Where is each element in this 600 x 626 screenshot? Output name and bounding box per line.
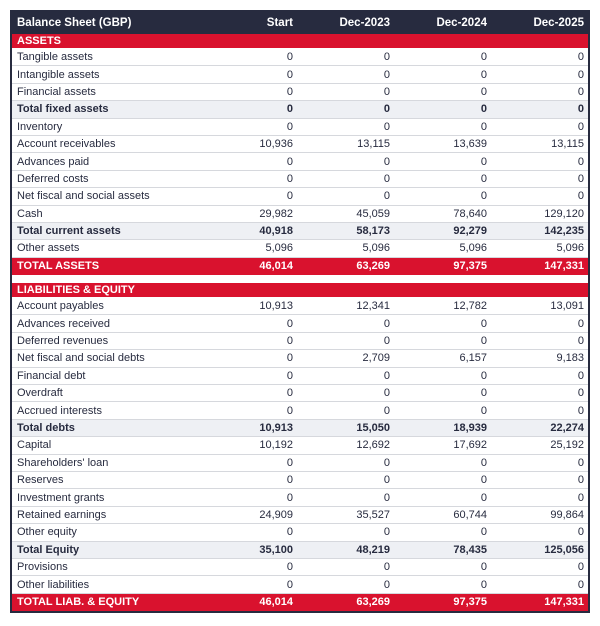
cell-value: 0 <box>383 155 390 168</box>
row-label: Deferred costs <box>17 172 89 185</box>
cell-value: 0 <box>383 120 390 133</box>
cell-value: 0 <box>480 172 487 185</box>
column-header-dec-2025: Dec-2025 <box>533 17 584 29</box>
cell-value: 63,269 <box>356 260 390 273</box>
cell-value: 10,913 <box>259 422 293 434</box>
cell-value: 63,269 <box>356 596 390 609</box>
cell-value: 22,274 <box>550 422 584 434</box>
cell-value: 0 <box>383 317 390 330</box>
cell-value: 142,235 <box>544 225 584 238</box>
cell-value: 0 <box>383 387 390 400</box>
cell-value: 0 <box>286 120 293 133</box>
cell-value: 147,331 <box>544 596 584 609</box>
row-label: Shareholders' loan <box>17 456 109 469</box>
cell-value: 6,157 <box>459 352 487 365</box>
cell-value: 129,120 <box>544 207 584 220</box>
row-label: Financial assets <box>17 85 96 98</box>
table-row <box>12 101 588 118</box>
cell-value: 0 <box>286 491 293 504</box>
table-row <box>12 455 588 472</box>
cell-value: 0 <box>383 456 390 469</box>
cell-value: 92,279 <box>453 225 487 238</box>
row-label: Financial debt <box>17 369 86 382</box>
cell-value: 0 <box>480 456 487 469</box>
cell-value: 0 <box>286 387 293 400</box>
row-label: Overdraft <box>17 387 63 400</box>
total-row <box>12 258 588 275</box>
row-label: Accrued interests <box>17 404 102 417</box>
table-title: Balance Sheet (GBP) <box>17 17 132 29</box>
row-label: TOTAL ASSETS <box>17 260 100 273</box>
cell-value: 147,331 <box>544 260 584 273</box>
cell-value: 0 <box>286 85 293 98</box>
section-label: LIABILITIES & EQUITY <box>17 284 135 297</box>
cell-value: 0 <box>480 404 487 417</box>
table-row <box>12 350 588 367</box>
row-label: TOTAL LIAB. & EQUITY <box>17 596 140 609</box>
cell-value: 0 <box>577 526 584 539</box>
row-label: Intangible assets <box>17 68 100 81</box>
table-row <box>12 188 588 205</box>
cell-value: 0 <box>480 103 487 116</box>
row-label: Reserves <box>17 474 64 487</box>
table-row <box>12 576 588 593</box>
row-label: Provisions <box>17 561 68 574</box>
cell-value: 40,918 <box>259 225 293 238</box>
cell-value: 0 <box>286 404 293 417</box>
cell-value: 0 <box>286 456 293 469</box>
cell-value: 125,056 <box>544 543 584 556</box>
table-row <box>12 385 588 402</box>
cell-value: 0 <box>577 578 584 591</box>
cell-value: 99,864 <box>550 508 584 521</box>
cell-value: 0 <box>577 155 584 168</box>
cell-value: 0 <box>480 578 487 591</box>
cell-value: 24,909 <box>259 508 293 521</box>
cell-value: 0 <box>577 68 584 81</box>
row-label: Advances paid <box>17 155 90 168</box>
cell-value: 18,939 <box>453 422 487 434</box>
cell-value: 0 <box>383 103 390 116</box>
row-label: Advances received <box>17 317 110 330</box>
table-row <box>12 49 588 66</box>
cell-value: 12,341 <box>356 300 390 313</box>
cell-value: 0 <box>286 526 293 539</box>
cell-value: 97,375 <box>453 260 487 273</box>
cell-value: 35,100 <box>259 543 293 556</box>
cell-value: 0 <box>383 491 390 504</box>
total-row <box>12 594 588 611</box>
cell-value: 13,115 <box>551 138 584 151</box>
cell-value: 45,059 <box>356 207 390 220</box>
cell-value: 0 <box>577 172 584 185</box>
cell-value: 0 <box>480 120 487 133</box>
table-row <box>12 333 588 350</box>
cell-value: 0 <box>383 578 390 591</box>
cell-value: 0 <box>577 51 584 64</box>
cell-value: 46,014 <box>259 596 293 609</box>
table-row <box>12 420 588 437</box>
cell-value: 5,096 <box>459 242 487 255</box>
cell-value: 0 <box>286 335 293 348</box>
cell-value: 0 <box>383 335 390 348</box>
cell-value: 10,913 <box>259 300 293 313</box>
cell-value: 0 <box>383 190 390 203</box>
cell-value: 0 <box>577 120 584 133</box>
cell-value: 0 <box>286 190 293 203</box>
cell-value: 0 <box>383 561 390 574</box>
cell-value: 0 <box>480 387 487 400</box>
table-row <box>12 136 588 153</box>
cell-value: 0 <box>577 456 584 469</box>
table-header-row <box>12 12 588 34</box>
table-row <box>12 315 588 332</box>
cell-value: 0 <box>577 491 584 504</box>
table-row <box>12 437 588 454</box>
cell-value: 0 <box>480 335 487 348</box>
cell-value: 0 <box>577 404 584 417</box>
table-row <box>12 542 588 559</box>
table-row <box>12 119 588 136</box>
column-header-dec-2023: Dec-2023 <box>339 17 390 29</box>
row-label: Account payables <box>17 300 104 313</box>
cell-value: 78,640 <box>453 207 487 220</box>
cell-value: 0 <box>480 68 487 81</box>
cell-value: 0 <box>480 85 487 98</box>
cell-value: 5,096 <box>362 242 390 255</box>
section-header-row <box>12 283 588 298</box>
row-label: Other equity <box>17 526 77 539</box>
cell-value: 9,183 <box>556 352 584 365</box>
table-row <box>12 524 588 541</box>
table-row <box>12 507 588 524</box>
table-row <box>12 84 588 101</box>
table-row <box>12 402 588 419</box>
cell-value: 0 <box>383 526 390 539</box>
row-label: Other assets <box>17 242 80 255</box>
cell-value: 35,527 <box>356 508 390 521</box>
cell-value: 0 <box>383 474 390 487</box>
cell-value: 0 <box>577 335 584 348</box>
cell-value: 0 <box>480 369 487 382</box>
table-row <box>12 223 588 240</box>
cell-value: 0 <box>383 51 390 64</box>
cell-value: 0 <box>577 474 584 487</box>
cell-value: 60,744 <box>453 508 487 521</box>
cell-value: 12,782 <box>453 300 487 313</box>
balance-sheet-table <box>10 10 590 613</box>
section-header-row <box>12 34 588 49</box>
cell-value: 0 <box>480 526 487 539</box>
column-header-dec-2024: Dec-2024 <box>436 17 487 29</box>
cell-value: 0 <box>383 369 390 382</box>
table-row <box>12 66 588 83</box>
cell-value: 15,050 <box>356 422 390 434</box>
cell-value: 5,096 <box>265 242 293 255</box>
cell-value: 10,936 <box>259 138 293 151</box>
table-row <box>12 240 588 257</box>
cell-value: 0 <box>577 561 584 574</box>
cell-value: 5,096 <box>556 242 584 255</box>
cell-value: 13,639 <box>453 138 487 151</box>
cell-value: 97,375 <box>453 596 487 609</box>
cell-value: 12,692 <box>356 439 390 452</box>
cell-value: 0 <box>286 474 293 487</box>
row-label: Deferred revenues <box>17 335 109 348</box>
cell-value: 0 <box>577 369 584 382</box>
cell-value: 78,435 <box>453 543 487 556</box>
row-label: Total current assets <box>17 225 121 238</box>
cell-value: 0 <box>286 317 293 330</box>
row-label: Capital <box>17 439 52 452</box>
table-row <box>12 559 588 576</box>
cell-value: 0 <box>480 491 487 504</box>
row-label: Retained earnings <box>17 508 107 521</box>
cell-value: 0 <box>577 190 584 203</box>
row-label: Other liabilities <box>17 578 90 591</box>
cell-value: 0 <box>383 404 390 417</box>
row-label: Total debts <box>17 422 75 434</box>
cell-value: 17,692 <box>453 439 487 452</box>
row-label: Inventory <box>17 120 63 133</box>
cell-value: 0 <box>480 190 487 203</box>
cell-value: 0 <box>286 352 293 365</box>
cell-value: 0 <box>480 561 487 574</box>
table-row <box>12 298 588 315</box>
cell-value: 0 <box>286 369 293 382</box>
table-row <box>12 368 588 385</box>
cell-value: 58,173 <box>356 225 390 238</box>
row-label: Investment grants <box>17 491 105 504</box>
table-row <box>12 153 588 170</box>
row-label: Total fixed assets <box>17 103 109 116</box>
row-label: Net fiscal and social debts <box>17 352 145 365</box>
cell-value: 25,192 <box>550 439 584 452</box>
cell-value: 0 <box>577 387 584 400</box>
cell-value: 46,014 <box>259 260 293 273</box>
cell-value: 13,115 <box>357 138 390 151</box>
table-row <box>12 472 588 489</box>
table-row <box>12 171 588 188</box>
cell-value: 0 <box>480 474 487 487</box>
table-row <box>12 206 588 223</box>
cell-value: 2,709 <box>362 352 390 365</box>
cell-value: 0 <box>577 103 584 116</box>
cell-value: 0 <box>286 578 293 591</box>
cell-value: 0 <box>286 561 293 574</box>
cell-value: 0 <box>286 68 293 81</box>
cell-value: 48,219 <box>356 543 390 556</box>
cell-value: 0 <box>383 68 390 81</box>
row-label: Account receivables <box>17 138 116 151</box>
row-label: Total Equity <box>17 543 80 556</box>
cell-value: 13,091 <box>550 300 584 313</box>
cell-value: 0 <box>286 103 293 116</box>
cell-value: 0 <box>480 155 487 168</box>
column-header-start: Start <box>266 17 293 29</box>
section-label: ASSETS <box>17 35 62 47</box>
section-gap <box>12 275 588 283</box>
cell-value: 0 <box>383 172 390 185</box>
cell-value: 0 <box>286 51 293 64</box>
table-body <box>12 34 588 611</box>
row-label: Tangible assets <box>17 51 93 64</box>
row-label: Net fiscal and social assets <box>17 190 150 203</box>
cell-value: 0 <box>577 317 584 330</box>
cell-value: 0 <box>286 155 293 168</box>
table-row <box>12 489 588 506</box>
cell-value: 0 <box>480 317 487 330</box>
cell-value: 0 <box>577 85 584 98</box>
cell-value: 0 <box>383 85 390 98</box>
row-label: Cash <box>17 207 43 220</box>
cell-value: 0 <box>286 172 293 185</box>
cell-value: 10,192 <box>259 439 293 452</box>
cell-value: 0 <box>480 51 487 64</box>
cell-value: 29,982 <box>259 207 293 220</box>
